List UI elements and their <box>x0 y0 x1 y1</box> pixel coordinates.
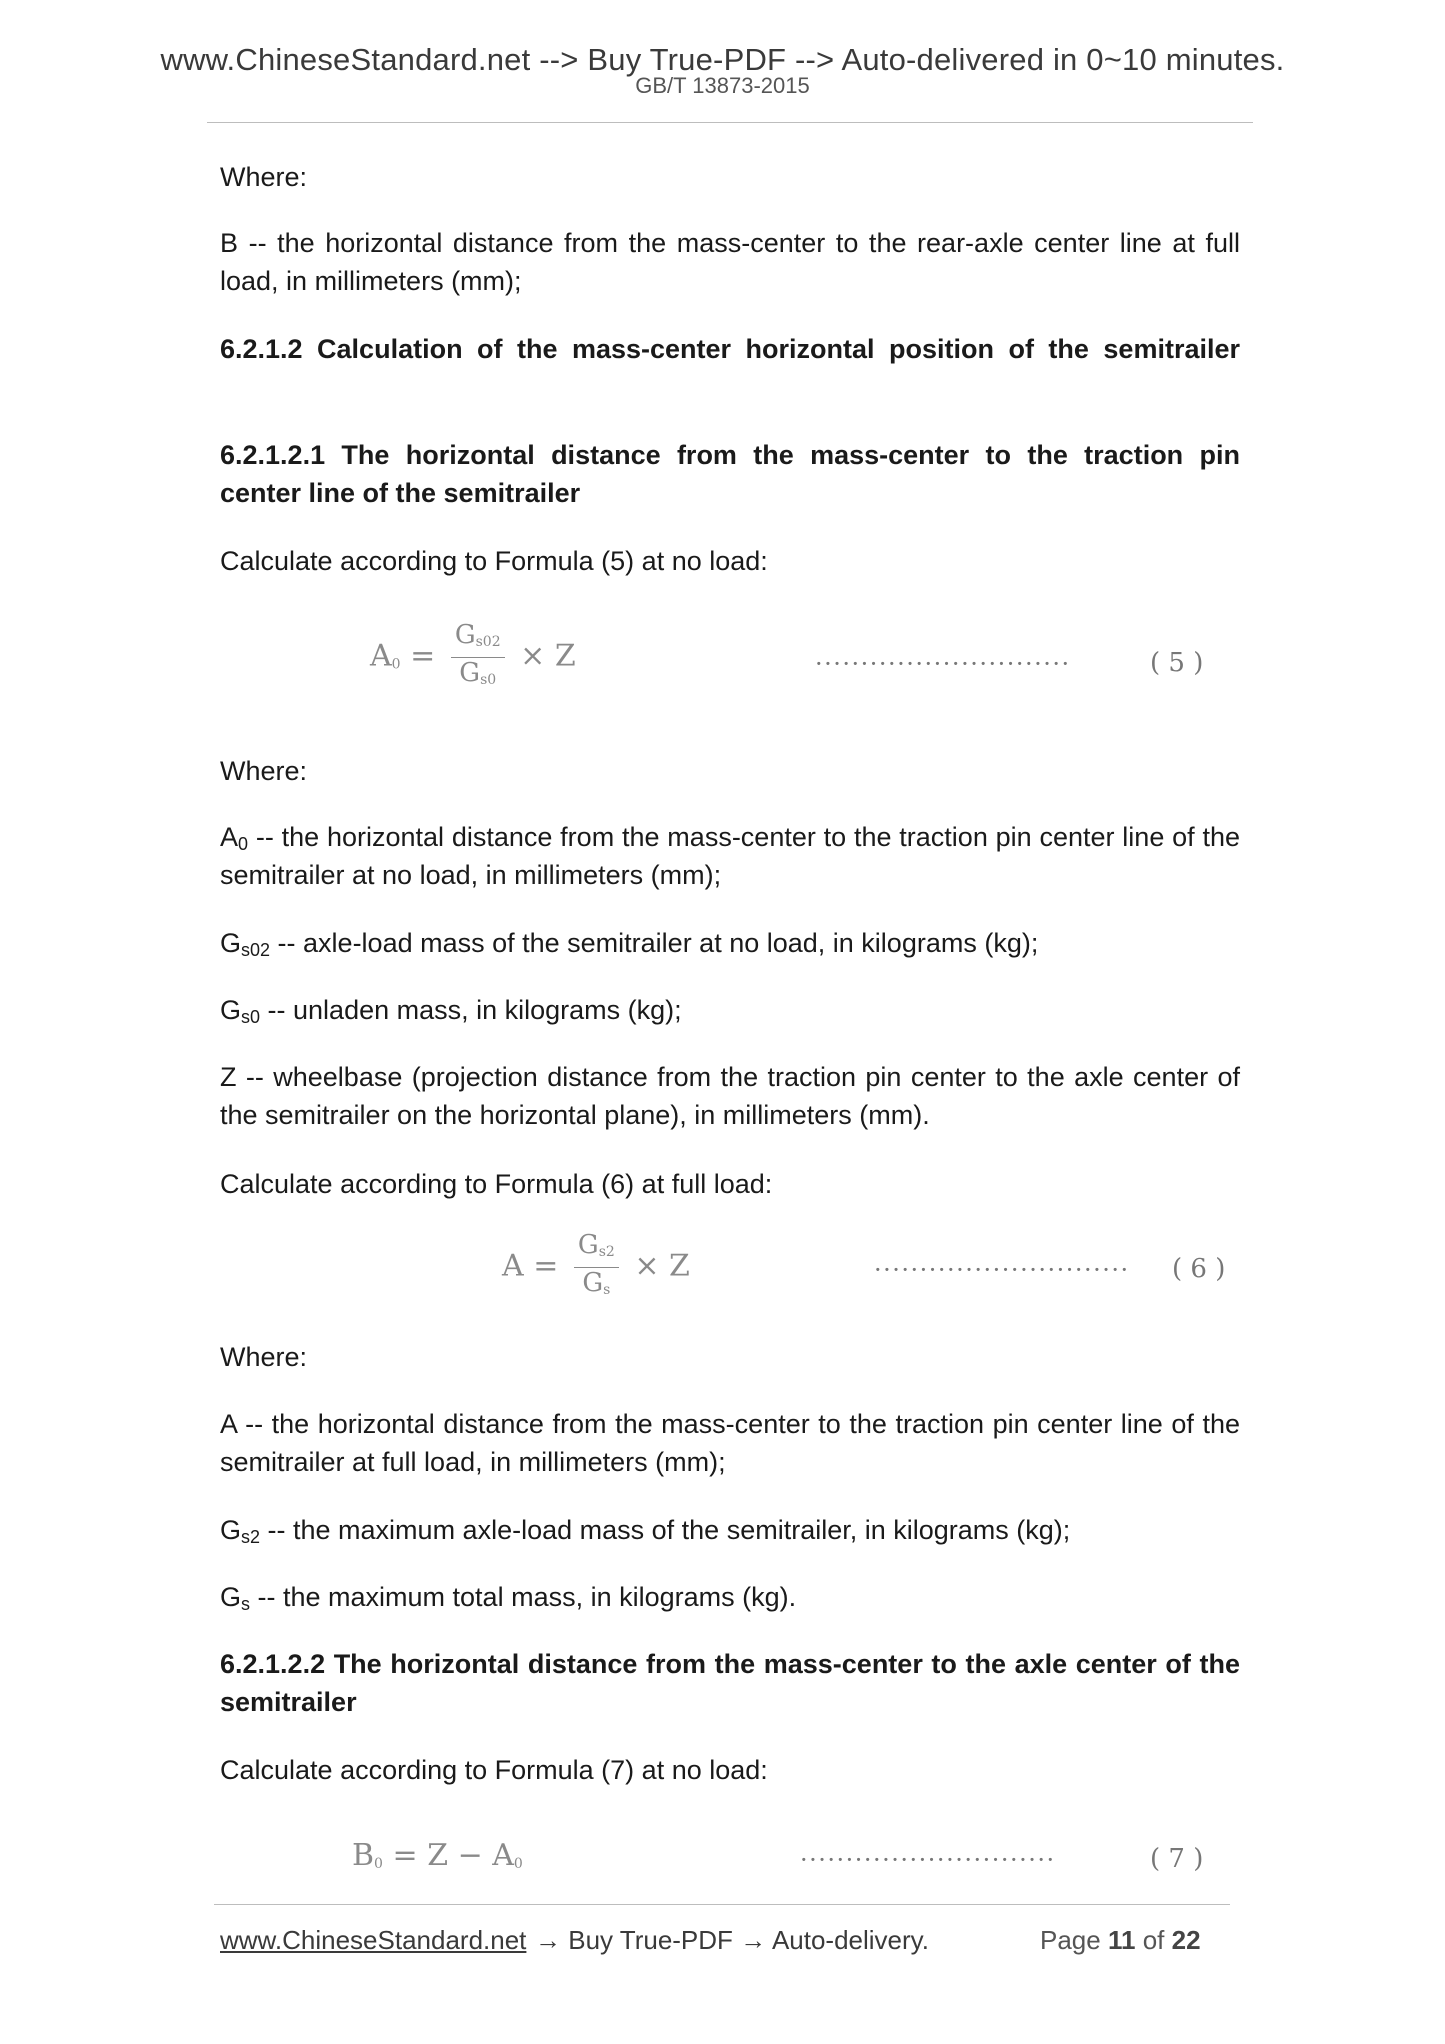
gs02-description: -- axle-load mass of the semitrailer at no load, in kilograms (kg); <box>270 928 1039 958</box>
formula-5-times: × Z <box>520 638 576 674</box>
formula-6-fraction <box>574 1230 619 1305</box>
definition-a: A -- the horizontal distance from the mass-center to the traction pin center line of the semitrailer at full load, in millimeters (mm); <box>220 1409 1240 1477</box>
page-total: 22 <box>1171 1925 1201 1955</box>
formula-5-number: ( 5 ) <box>1150 648 1204 678</box>
footer-site-link[interactable]: www.ChineseStandard.net <box>220 1925 527 1955</box>
formula-6-lhs: A <box>502 1248 524 1284</box>
definition-gs2 <box>220 1511 1240 1549</box>
section-heading-6-2-1-2-2: 6.2.1.2.2 The horizontal distance from the mass-center to the axle center of the semitrailer <box>220 1649 1240 1717</box>
formula-5 <box>370 620 576 695</box>
formula-5-fraction <box>451 620 505 695</box>
formula-6-times: × Z <box>634 1248 690 1284</box>
where-label: Where: <box>220 1342 308 1372</box>
formula-5-equals: = <box>410 638 436 674</box>
definition-b: B -- the horizontal distance from the mass-center to the rear-axle center line at full load, in millimeters (mm); <box>220 228 1240 296</box>
formula-5-intro: Calculate according to Formula (5) at no load: <box>220 546 768 576</box>
formula-6-intro: Calculate according to Formula (6) at full load: <box>220 1169 773 1199</box>
formula-6-equals: = <box>533 1248 559 1284</box>
standard-number: GB/T 13873-2015 <box>635 73 810 98</box>
gs-subscript: s <box>241 1594 251 1614</box>
definition-gs <box>220 1578 1240 1616</box>
where-label: Where: <box>220 756 308 786</box>
formula-5-dot-leader: ···························· <box>815 650 1071 678</box>
formula-7 <box>352 1838 523 1873</box>
gs0-subscript: s0 <box>241 1007 261 1027</box>
definition-z: Z -- wheelbase (projection distance from the traction pin center to the axle center of the semitrailer on the horizontal plane), in millimeters (mm). <box>220 1062 1240 1130</box>
footer-divider <box>214 1904 1230 1905</box>
header-banner: www.ChineseStandard.net --> Buy True-PDF --> Auto-delivered in 0~10 minutes. <box>160 42 1285 77</box>
where-label: Where: <box>220 162 308 192</box>
page-word: Page <box>1040 1925 1101 1955</box>
formula-7-rhs-subscript: 0 <box>513 1856 523 1872</box>
formula-7-lhs-subscript: 0 <box>374 1856 383 1872</box>
formula-6 <box>502 1230 690 1305</box>
gs2-subscript: s2 <box>241 1527 261 1547</box>
gs0-description: -- unladen mass, in kilograms (kg); <box>260 995 682 1025</box>
section-heading-6-2-1-2: 6.2.1.2 Calculation of the mass-center horizontal position of the semitrailer <box>220 334 1240 364</box>
formula-6-dot-leader: ···························· <box>874 1256 1130 1284</box>
header-divider <box>207 122 1253 123</box>
a0-description: -- the horizontal distance from the mass-center to the traction pin center line of the semitrailer at no load, in millimeters (mm); <box>220 822 1240 890</box>
page-number: 11 <box>1107 1925 1136 1955</box>
formula-5-lhs-subscript: 0 <box>391 656 401 673</box>
formula-6-denominator: G <box>582 1268 604 1298</box>
formula-7-lhs: B <box>352 1838 375 1873</box>
formula-5-numerator: G <box>454 620 476 650</box>
gs0-symbol: G <box>220 995 242 1025</box>
gs02-subscript: s02 <box>241 940 271 960</box>
formula-7-dot-leader: ···························· <box>800 1846 1056 1874</box>
gs-symbol: G <box>220 1582 242 1612</box>
gs2-symbol: G <box>220 1515 242 1545</box>
section-heading-6-2-1-2-1: 6.2.1.2.1 The horizontal distance from the mass-center to the traction pin center line of the semitrailer <box>220 440 1240 508</box>
definition-gs02 <box>220 924 1240 962</box>
of-word: of <box>1142 1925 1165 1955</box>
page-indicator <box>1040 1925 1201 1956</box>
gs-description: -- the maximum total mass, in kilograms (kg). <box>250 1582 797 1612</box>
formula-5-denominator-subscript: s0 <box>480 672 497 688</box>
gs2-description: -- the maximum axle-load mass of the semitrailer, in kilograms (kg); <box>260 1515 1071 1545</box>
definition-a0 <box>220 818 1240 894</box>
formula-7-rhs: = Z − A <box>392 1838 514 1873</box>
formula-5-numerator-subscript: s02 <box>475 634 501 650</box>
formula-6-denominator-subscript: s <box>603 1282 611 1298</box>
definition-gs0 <box>220 991 1240 1029</box>
formula-7-number: ( 7 ) <box>1150 1844 1204 1874</box>
formula-6-numerator-subscript: s2 <box>598 1244 615 1260</box>
gs02-symbol: G <box>220 928 242 958</box>
formula-6-numerator: G <box>577 1230 599 1260</box>
formula-6-number: ( 6 ) <box>1172 1254 1226 1284</box>
footer-tagline: → Buy True-PDF → Auto-delivery. <box>535 1925 929 1955</box>
formula-5-denominator: G <box>459 658 481 688</box>
a0-subscript: 0 <box>238 834 249 854</box>
formula-7-intro: Calculate according to Formula (7) at no load: <box>220 1755 768 1785</box>
formula-5-lhs: A <box>370 638 392 674</box>
a0-symbol: A <box>220 822 239 852</box>
